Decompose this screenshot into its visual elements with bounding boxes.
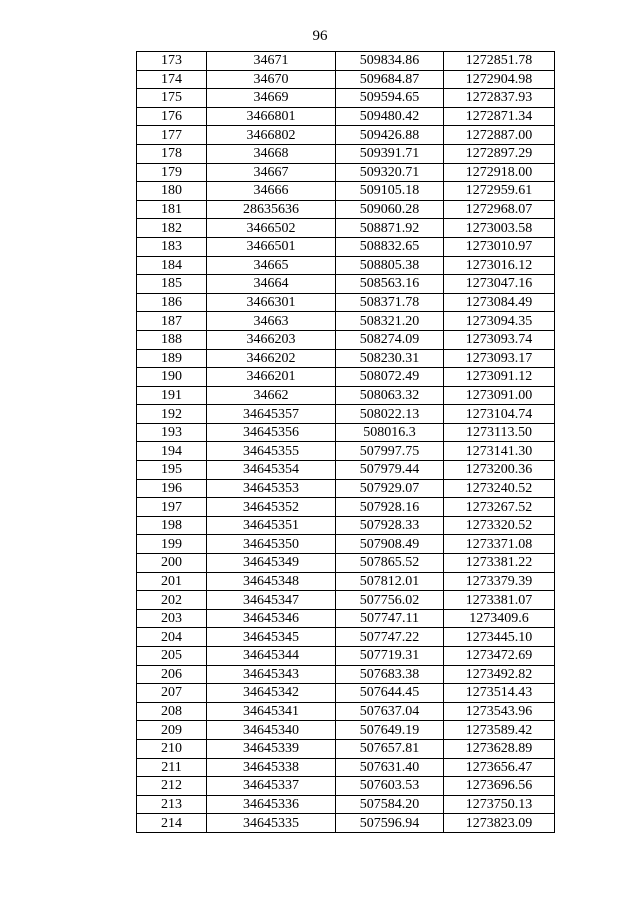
table-row (137, 144, 555, 163)
table-row (137, 330, 555, 349)
point-number-cell: 175 (137, 89, 207, 108)
point-number-cell: 193 (137, 423, 207, 442)
point-number-cell: 200 (137, 554, 207, 573)
point-number-cell: 212 (137, 777, 207, 796)
table-row (137, 554, 555, 573)
x-coordinate-cell: 507812.01 (336, 572, 444, 591)
coordinates-table (136, 51, 555, 833)
point-number-cell: 174 (137, 70, 207, 89)
table-row (137, 702, 555, 721)
y-coordinate-cell: 1273091.12 (444, 368, 555, 387)
page-number: 96 (312, 28, 328, 44)
table-row (137, 237, 555, 256)
x-coordinate-cell: 508871.92 (336, 219, 444, 238)
y-coordinate-cell: 1273492.82 (444, 665, 555, 684)
point-number-cell: 192 (137, 405, 207, 424)
table-row (137, 739, 555, 758)
point-number-cell: 186 (137, 293, 207, 312)
y-coordinate-cell: 1272959.61 (444, 182, 555, 201)
point-code-cell: 3466203 (207, 330, 336, 349)
x-coordinate-cell: 508072.49 (336, 368, 444, 387)
point-number-cell: 181 (137, 200, 207, 219)
y-coordinate-cell: 1272968.07 (444, 200, 555, 219)
x-coordinate-cell: 509060.28 (336, 200, 444, 219)
point-code-cell: 3466501 (207, 237, 336, 256)
point-number-cell: 201 (137, 572, 207, 591)
table-row (137, 405, 555, 424)
y-coordinate-cell: 1273371.08 (444, 535, 555, 554)
point-code-cell: 34645356 (207, 423, 336, 442)
y-coordinate-cell: 1273379.39 (444, 572, 555, 591)
point-code-cell: 34645354 (207, 461, 336, 480)
x-coordinate-cell: 509480.42 (336, 107, 444, 126)
coordinates-table-body (137, 52, 555, 833)
point-code-cell: 34667 (207, 163, 336, 182)
y-coordinate-cell: 1272871.34 (444, 107, 555, 126)
point-code-cell: 34645350 (207, 535, 336, 554)
point-number-cell: 173 (137, 52, 207, 71)
x-coordinate-cell: 507865.52 (336, 554, 444, 573)
point-code-cell: 34645342 (207, 684, 336, 703)
point-code-cell: 34645346 (207, 609, 336, 628)
point-number-cell: 189 (137, 349, 207, 368)
y-coordinate-cell: 1272904.98 (444, 70, 555, 89)
y-coordinate-cell: 1273656.47 (444, 758, 555, 777)
x-coordinate-cell: 507929.07 (336, 479, 444, 498)
table-row (137, 591, 555, 610)
table-row (137, 200, 555, 219)
point-number-cell: 198 (137, 516, 207, 535)
x-coordinate-cell: 509834.86 (336, 52, 444, 71)
table-row (137, 293, 555, 312)
table-row (137, 89, 555, 108)
table-row (137, 70, 555, 89)
y-coordinate-cell: 1273240.52 (444, 479, 555, 498)
table-row (137, 386, 555, 405)
point-number-cell: 199 (137, 535, 207, 554)
y-coordinate-cell: 1273010.97 (444, 237, 555, 256)
point-code-cell: 34645340 (207, 721, 336, 740)
y-coordinate-cell: 1273047.16 (444, 275, 555, 294)
point-number-cell: 213 (137, 795, 207, 814)
y-coordinate-cell: 1273267.52 (444, 498, 555, 517)
point-code-cell: 34666 (207, 182, 336, 201)
point-number-cell: 210 (137, 739, 207, 758)
x-coordinate-cell: 507657.81 (336, 739, 444, 758)
x-coordinate-cell: 507747.11 (336, 609, 444, 628)
table-row (137, 182, 555, 201)
y-coordinate-cell: 1273823.09 (444, 814, 555, 833)
point-number-cell: 214 (137, 814, 207, 833)
point-number-cell: 188 (137, 330, 207, 349)
point-number-cell: 204 (137, 628, 207, 647)
point-number-cell: 202 (137, 591, 207, 610)
y-coordinate-cell: 1272851.78 (444, 52, 555, 71)
x-coordinate-cell: 508371.78 (336, 293, 444, 312)
point-code-cell: 34645357 (207, 405, 336, 424)
x-coordinate-cell: 507719.31 (336, 647, 444, 666)
x-coordinate-cell: 508063.32 (336, 386, 444, 405)
table-row (137, 498, 555, 517)
point-number-cell: 195 (137, 461, 207, 480)
point-code-cell: 34645353 (207, 479, 336, 498)
x-coordinate-cell: 508230.31 (336, 349, 444, 368)
point-number-cell: 184 (137, 256, 207, 275)
point-code-cell: 34645338 (207, 758, 336, 777)
table-row (137, 126, 555, 145)
x-coordinate-cell: 507928.33 (336, 516, 444, 535)
y-coordinate-cell: 1273093.17 (444, 349, 555, 368)
point-number-cell: 187 (137, 312, 207, 331)
table-row (137, 665, 555, 684)
table-row (137, 312, 555, 331)
point-number-cell: 207 (137, 684, 207, 703)
y-coordinate-cell: 1273200.36 (444, 461, 555, 480)
table-row (137, 368, 555, 387)
point-number-cell: 203 (137, 609, 207, 628)
point-number-cell: 179 (137, 163, 207, 182)
point-code-cell: 34671 (207, 52, 336, 71)
table-row (137, 572, 555, 591)
point-code-cell: 34645336 (207, 795, 336, 814)
table-row (137, 461, 555, 480)
point-code-cell: 34665 (207, 256, 336, 275)
x-coordinate-cell: 508563.16 (336, 275, 444, 294)
table-row (137, 721, 555, 740)
y-coordinate-cell: 1273543.96 (444, 702, 555, 721)
point-code-cell: 34663 (207, 312, 336, 331)
point-code-cell: 34645339 (207, 739, 336, 758)
point-number-cell: 194 (137, 442, 207, 461)
point-code-cell: 28635636 (207, 200, 336, 219)
point-number-cell: 206 (137, 665, 207, 684)
point-code-cell: 34645343 (207, 665, 336, 684)
table-row (137, 163, 555, 182)
point-code-cell: 3466301 (207, 293, 336, 312)
x-coordinate-cell: 507644.45 (336, 684, 444, 703)
table-row (137, 256, 555, 275)
point-code-cell: 34662 (207, 386, 336, 405)
y-coordinate-cell: 1273381.07 (444, 591, 555, 610)
y-coordinate-cell: 1273094.35 (444, 312, 555, 331)
x-coordinate-cell: 507997.75 (336, 442, 444, 461)
y-coordinate-cell: 1273381.22 (444, 554, 555, 573)
x-coordinate-cell: 507637.04 (336, 702, 444, 721)
point-number-cell: 183 (137, 237, 207, 256)
y-coordinate-cell: 1273409.6 (444, 609, 555, 628)
point-number-cell: 185 (137, 275, 207, 294)
point-code-cell: 34664 (207, 275, 336, 294)
y-coordinate-cell: 1273091.00 (444, 386, 555, 405)
table-row (137, 423, 555, 442)
y-coordinate-cell: 1273696.56 (444, 777, 555, 796)
point-code-cell: 34645355 (207, 442, 336, 461)
x-coordinate-cell: 508321.20 (336, 312, 444, 331)
point-code-cell: 34645341 (207, 702, 336, 721)
x-coordinate-cell: 509684.87 (336, 70, 444, 89)
y-coordinate-cell: 1273514.43 (444, 684, 555, 703)
y-coordinate-cell: 1273320.52 (444, 516, 555, 535)
y-coordinate-cell: 1272897.29 (444, 144, 555, 163)
point-number-cell: 209 (137, 721, 207, 740)
point-code-cell: 34670 (207, 70, 336, 89)
table-row (137, 647, 555, 666)
y-coordinate-cell: 1272887.00 (444, 126, 555, 145)
point-code-cell: 3466201 (207, 368, 336, 387)
point-number-cell: 197 (137, 498, 207, 517)
x-coordinate-cell: 507584.20 (336, 795, 444, 814)
point-code-cell: 34645344 (207, 647, 336, 666)
x-coordinate-cell: 507979.44 (336, 461, 444, 480)
table-row (137, 795, 555, 814)
x-coordinate-cell: 507631.40 (336, 758, 444, 777)
y-coordinate-cell: 1273084.49 (444, 293, 555, 312)
point-code-cell: 3466801 (207, 107, 336, 126)
table-row (137, 777, 555, 796)
table-row (137, 814, 555, 833)
point-code-cell: 34645349 (207, 554, 336, 573)
y-coordinate-cell: 1273589.42 (444, 721, 555, 740)
table-row (137, 535, 555, 554)
point-number-cell: 196 (137, 479, 207, 498)
y-coordinate-cell: 1273628.89 (444, 739, 555, 758)
point-number-cell: 191 (137, 386, 207, 405)
point-number-cell: 211 (137, 758, 207, 777)
x-coordinate-cell: 507596.94 (336, 814, 444, 833)
table-row (137, 628, 555, 647)
x-coordinate-cell: 508805.38 (336, 256, 444, 275)
point-code-cell: 3466502 (207, 219, 336, 238)
table-row (137, 758, 555, 777)
y-coordinate-cell: 1273141.30 (444, 442, 555, 461)
table-row (137, 479, 555, 498)
point-number-cell: 190 (137, 368, 207, 387)
point-number-cell: 177 (137, 126, 207, 145)
table-row (137, 52, 555, 71)
x-coordinate-cell: 507747.22 (336, 628, 444, 647)
x-coordinate-cell: 509391.71 (336, 144, 444, 163)
table-row (137, 516, 555, 535)
table-row (137, 609, 555, 628)
point-number-cell: 182 (137, 219, 207, 238)
point-number-cell: 176 (137, 107, 207, 126)
point-code-cell: 34645348 (207, 572, 336, 591)
x-coordinate-cell: 507649.19 (336, 721, 444, 740)
x-coordinate-cell: 507928.16 (336, 498, 444, 517)
y-coordinate-cell: 1273472.69 (444, 647, 555, 666)
table-row (137, 107, 555, 126)
x-coordinate-cell: 507603.53 (336, 777, 444, 796)
x-coordinate-cell: 507683.38 (336, 665, 444, 684)
point-code-cell: 34645352 (207, 498, 336, 517)
point-number-cell: 180 (137, 182, 207, 201)
point-code-cell: 34668 (207, 144, 336, 163)
table-row (137, 349, 555, 368)
table-row (137, 684, 555, 703)
point-number-cell: 205 (137, 647, 207, 666)
x-coordinate-cell: 509105.18 (336, 182, 444, 201)
y-coordinate-cell: 1273003.58 (444, 219, 555, 238)
point-code-cell: 3466802 (207, 126, 336, 145)
point-number-cell: 208 (137, 702, 207, 721)
table-row (137, 442, 555, 461)
point-code-cell: 34645351 (207, 516, 336, 535)
point-number-cell: 178 (137, 144, 207, 163)
x-coordinate-cell: 508016.3 (336, 423, 444, 442)
x-coordinate-cell: 507908.49 (336, 535, 444, 554)
table-row (137, 219, 555, 238)
x-coordinate-cell: 508274.09 (336, 330, 444, 349)
y-coordinate-cell: 1273113.50 (444, 423, 555, 442)
x-coordinate-cell: 509320.71 (336, 163, 444, 182)
x-coordinate-cell: 509594.65 (336, 89, 444, 108)
y-coordinate-cell: 1273093.74 (444, 330, 555, 349)
point-code-cell: 34645345 (207, 628, 336, 647)
table-row (137, 275, 555, 294)
point-code-cell: 34645335 (207, 814, 336, 833)
y-coordinate-cell: 1273445.10 (444, 628, 555, 647)
x-coordinate-cell: 508832.65 (336, 237, 444, 256)
y-coordinate-cell: 1273750.13 (444, 795, 555, 814)
point-code-cell: 34669 (207, 89, 336, 108)
point-code-cell: 34645347 (207, 591, 336, 610)
x-coordinate-cell: 507756.02 (336, 591, 444, 610)
y-coordinate-cell: 1272837.93 (444, 89, 555, 108)
y-coordinate-cell: 1273104.74 (444, 405, 555, 424)
y-coordinate-cell: 1272918.00 (444, 163, 555, 182)
x-coordinate-cell: 508022.13 (336, 405, 444, 424)
point-code-cell: 3466202 (207, 349, 336, 368)
point-code-cell: 34645337 (207, 777, 336, 796)
y-coordinate-cell: 1273016.12 (444, 256, 555, 275)
x-coordinate-cell: 509426.88 (336, 126, 444, 145)
